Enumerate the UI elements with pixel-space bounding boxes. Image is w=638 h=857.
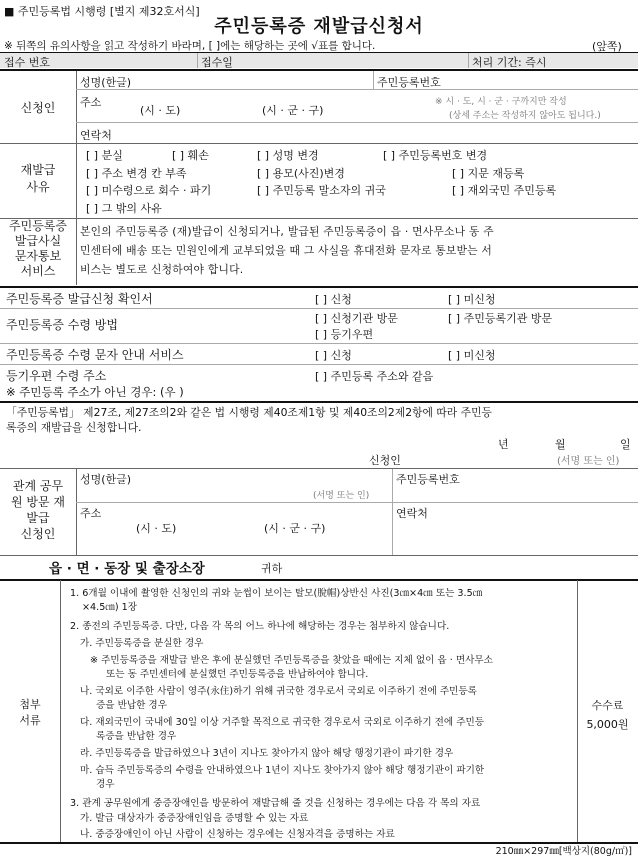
receipt-no: 접수 번호 bbox=[4, 56, 51, 69]
attachment-line: 1. 6개월 이내에 촬영한 신청인의 귀와 눈썹이 보이는 탈모(脫帽)상반신 사진(3㎝×4㎝ 또는 3.5㎝ bbox=[70, 588, 483, 599]
official-label: 관계 공무 원 방문 재 발급 신청인 bbox=[11, 479, 65, 541]
reason-other[interactable]: [ ] 그 밖의 사유 bbox=[86, 202, 162, 215]
processing-period: 처리 기간: 즉시 bbox=[472, 56, 547, 69]
reason-address-space[interactable]: [ ] 주소 변경 칸 부족 bbox=[86, 167, 187, 180]
sms-not-apply[interactable]: [ ] 미신청 bbox=[448, 349, 496, 362]
official-contact-field[interactable]: 연락처 bbox=[396, 507, 428, 520]
instructions: ※ 뒤쪽의 유의사항을 읽고 작성하기 바라며, [ ]에는 해당하는 곳에 √표를 합니다. bbox=[4, 40, 376, 52]
attachment-line: ×4.5㎝) 1장 bbox=[82, 602, 138, 613]
applicant-address-field[interactable]: 주소 bbox=[80, 96, 102, 109]
attachment-line: 록증을 반납한 경우 bbox=[96, 731, 177, 742]
reason-unclaimed[interactable]: [ ] 미수령으로 회수 · 파기 bbox=[86, 184, 212, 197]
sms-service-label: 주민등록증 발급사실 문자통보 서비스 bbox=[9, 219, 67, 278]
attachment-line: 다. 재외국민이 국내에 30일 이상 거주할 목적으로 귀국한 경우로서 국외로 이주하기 전에 주민등 bbox=[80, 717, 485, 728]
official-name-field[interactable]: 성명(한글) bbox=[80, 473, 132, 486]
confirm-not-apply[interactable]: [ ] 미신청 bbox=[448, 293, 496, 306]
official-sido: (시 · 도) bbox=[136, 522, 177, 535]
attachment-line: 2. 종전의 주민등록증. 다만, 다음 각 목의 어느 하나에 해당하는 경우는 첨부하지 않습니다. bbox=[70, 621, 450, 632]
reason-fingerprint[interactable]: [ ] 지문 재등록 bbox=[452, 167, 525, 180]
reason-resident-no-change[interactable]: [ ] 주민등록번호 변경 bbox=[383, 149, 488, 162]
applicant-resident-no-field[interactable]: 주민등록번호 bbox=[377, 76, 441, 89]
attachment-line: 라. 주민등록증을 발급하였으나 3년이 지나도 찾아가지 않아 해당 행정기관이 파기한 경우 bbox=[80, 748, 454, 759]
reason-damaged[interactable]: [ ] 훼손 bbox=[172, 149, 209, 162]
official-sign: (서명 또는 인) bbox=[313, 491, 370, 501]
sms-service-text-3: 비스는 별도로 신청하여야 합니다. bbox=[80, 263, 244, 276]
declaration-sign: (서명 또는 인) bbox=[557, 456, 620, 467]
attachment-line: 경우 bbox=[96, 779, 115, 790]
attachment-line: 나. 국외로 이주한 사람이 영주(永住)하기 위해 귀국한 경우로서 국외로 이주하기 전에 주민등록 bbox=[80, 686, 477, 697]
applicant-name-field[interactable]: 성명(한글) bbox=[80, 76, 132, 89]
mail-label: 등기우편 수령 주소 bbox=[6, 369, 107, 383]
form-title: 주민등록증 재발급신청서 bbox=[214, 16, 424, 37]
applicant-label: 신청인 bbox=[20, 101, 56, 115]
receipt-date: 접수일 bbox=[201, 56, 233, 69]
sms-service-text-2: 민센터에 배송 또는 민원인에게 교부되었을 때 그 사실을 휴대전화 문자로 통보받는 서 bbox=[80, 244, 492, 257]
recipient-name: 읍 · 면 · 동장 및 출장소장 bbox=[49, 561, 205, 577]
official-sigungu: (시 · 군 · 구) bbox=[264, 522, 326, 535]
address-note-1: ※ 시 · 도, 시 · 군 · 구까지만 작성 bbox=[435, 97, 567, 107]
reason-name-change[interactable]: [ ] 성명 변경 bbox=[257, 149, 319, 162]
applicant-sigungu: (시 · 군 · 구) bbox=[262, 104, 324, 117]
receive-label: 주민등록증 수령 방법 bbox=[6, 318, 118, 332]
page-side: (앞쪽) bbox=[592, 40, 622, 53]
reason-photo-change[interactable]: [ ] 용모(사진)변경 bbox=[257, 167, 345, 180]
attachment-line: 증을 반납한 경우 bbox=[96, 700, 167, 711]
address-note-2: (상세 주소는 작성하지 않아도 됩니다.) bbox=[449, 111, 601, 121]
form-code: ■ 주민등록법 시행령 [별지 제32호서식] bbox=[4, 5, 200, 18]
attachment-line: 나. 중증장애인이 아닌 사람이 신청하는 경우에는 신청자격을 증명하는 자료 bbox=[80, 829, 395, 840]
applicant-contact-field[interactable]: 연락처 bbox=[80, 129, 112, 142]
receive-visit-office[interactable]: [ ] 신청기관 방문 bbox=[315, 312, 398, 325]
attachment-line: 마. 습득 주민등록증의 수령을 안내하였으나 1년이 지나도 찾아가지 않아 해당 행정기관이 파기한 bbox=[80, 765, 485, 776]
recipient-suffix: 귀하 bbox=[261, 562, 283, 575]
declaration-month: 월 bbox=[555, 438, 566, 451]
applicant-sido: (시 · 도) bbox=[140, 104, 181, 117]
declaration-text-2: 록증의 재발급을 신청합니다. bbox=[6, 421, 142, 434]
sms-label: 주민등록증 수령 문자 안내 서비스 bbox=[6, 348, 184, 362]
official-resident-no-field[interactable]: 주민등록번호 bbox=[396, 473, 460, 486]
attachment-line: 또는 동 주민센터에 분실했던 주민등록증을 반납하여야 합니다. bbox=[106, 669, 369, 680]
mail-note: ※ 주민등록 주소가 아닌 경우: (우 ) bbox=[6, 385, 184, 399]
attachment-line: 3. 관계 공무원에게 중증장애인을 방문하여 재발급해 줄 것을 신청하는 경우에는 다음 각 목의 자료 bbox=[70, 798, 481, 809]
receive-registered-mail[interactable]: [ ] 등기우편 bbox=[315, 328, 374, 341]
paper-spec: 210㎜×297㎜[백상지(80g/㎡)] bbox=[495, 846, 632, 857]
reason-lost[interactable]: [ ] 분실 bbox=[86, 149, 123, 162]
receive-visit-registry[interactable]: [ ] 주민등록기관 방문 bbox=[448, 312, 553, 325]
declaration-text-1: 「주민등록법」 제27조, 제27조의2와 같은 법 시행령 제40조제1항 및 제40조의2제2항에 따라 주민등 bbox=[6, 406, 492, 419]
reason-overseas-national[interactable]: [ ] 재외국민 주민등록 bbox=[452, 184, 557, 197]
attachment-line: 가. 발급 대상자가 중증장애인임을 증명할 수 있는 자료 bbox=[80, 813, 309, 824]
confirm-apply[interactable]: [ ] 신청 bbox=[315, 293, 352, 306]
declaration-applicant: 신청인 bbox=[369, 454, 401, 467]
official-address-field[interactable]: 주소 bbox=[80, 507, 102, 520]
fee-label: 수수료 bbox=[591, 699, 624, 712]
reason-returnee[interactable]: [ ] 주민등록 말소자의 귀국 bbox=[257, 184, 386, 197]
declaration-day: 일 bbox=[620, 438, 631, 451]
attachments-label: 첨부 서류 bbox=[19, 698, 41, 727]
confirm-label: 주민등록증 발급신청 확인서 bbox=[6, 292, 153, 306]
sms-service-text-1: 본인의 주민등록증 (재)발급이 신청되거나, 발급된 주민등록증이 읍 · 면사무소나 동 주 bbox=[80, 225, 494, 238]
attachment-line: ※ 주민등록증을 재발급 받은 후에 분실했던 주민등록증을 찾았을 때에는 지체 없이 읍 · 면사무소 bbox=[90, 655, 493, 666]
sms-apply[interactable]: [ ] 신청 bbox=[315, 349, 352, 362]
attachment-line: 가. 주민등록증을 분실한 경우 bbox=[80, 638, 204, 649]
reissue-label: 재발급 사유 bbox=[20, 163, 56, 194]
fee-amount: 5,000원 bbox=[586, 718, 629, 731]
declaration-year: 년 bbox=[498, 438, 509, 451]
mail-same-address[interactable]: [ ] 주민등록 주소와 같음 bbox=[315, 370, 434, 383]
